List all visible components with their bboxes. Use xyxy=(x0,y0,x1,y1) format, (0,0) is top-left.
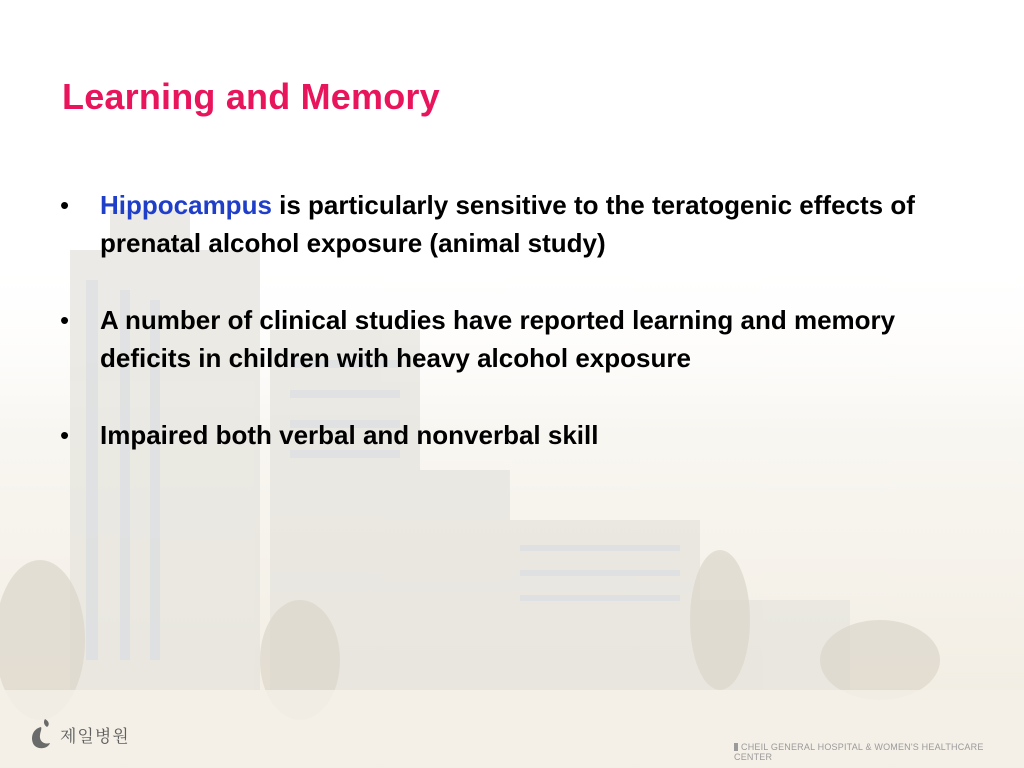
footer-text: CHEIL GENERAL HOSPITAL & WOMEN'S HEALTHCARE CENTER xyxy=(734,742,984,762)
leaf-drop-logo-icon xyxy=(28,717,54,751)
bullet-item xyxy=(60,301,960,377)
bullet-text: A number of clinical studies have reported learning and memory deficits in children with heavy alcohol exposure xyxy=(100,305,896,373)
bullet-glyph: • xyxy=(60,305,70,335)
bullet-list xyxy=(60,186,960,493)
bullet-text: Impaired both verbal and nonverbal skill xyxy=(100,420,599,450)
slide-title: Learning and Memory xyxy=(62,76,440,117)
footer-mark xyxy=(734,743,738,751)
highlighted-term: Hippocampus xyxy=(100,190,272,220)
logo-text: 제일병원 xyxy=(60,726,130,746)
bullet-text: is particularly sensitive to the teratogenic effects of prenatal alcohol exposure (animal study) xyxy=(100,190,915,258)
bullet-item xyxy=(60,416,960,454)
hospital-logo xyxy=(28,716,130,752)
footer-hospital-name xyxy=(734,742,1024,762)
bullet-item xyxy=(60,186,960,262)
bullet-glyph: • xyxy=(60,420,70,450)
bullet-glyph: • xyxy=(60,190,70,220)
